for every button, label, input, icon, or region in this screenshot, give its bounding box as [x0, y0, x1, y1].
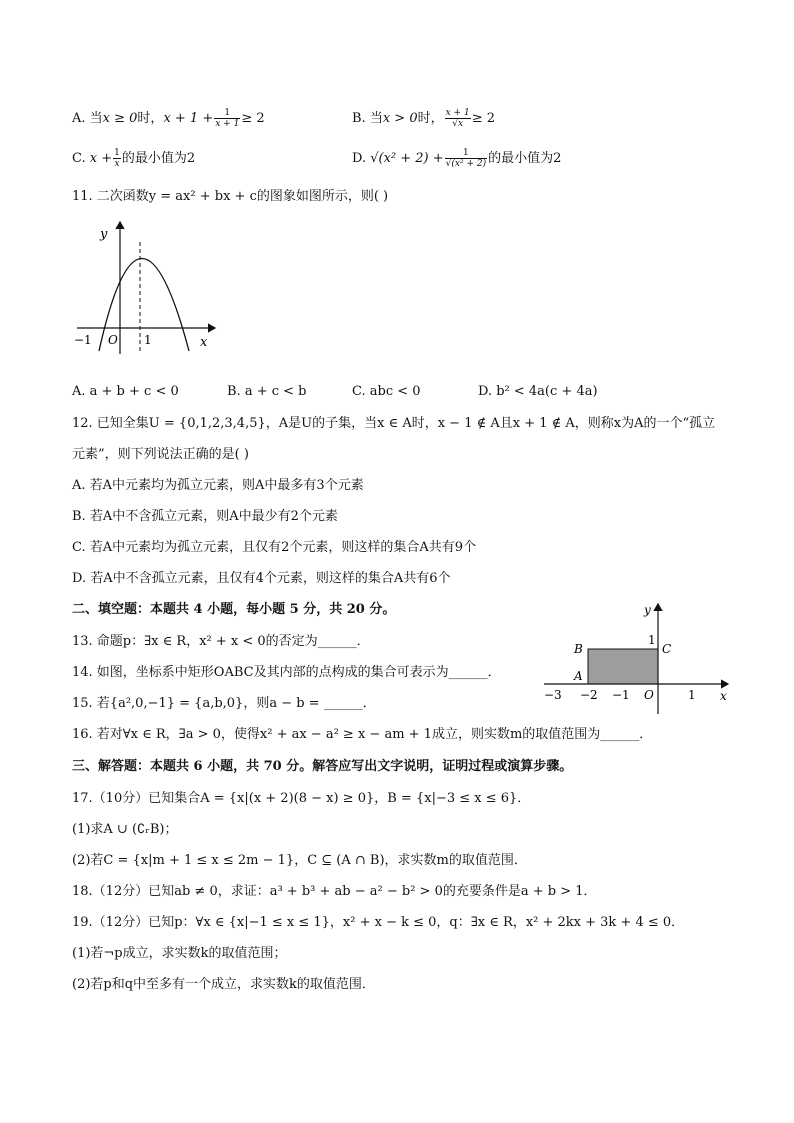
q10-option-a: A. 当x ≥ 0时，x + 1 + $\frac{1}{x + 1}$ ≥ 2: [72, 108, 265, 129]
tick-neg1: −1: [612, 688, 630, 702]
fraction: $\frac{1}{x}$: [114, 148, 120, 169]
q12-option-d: D. 若A中不含孤立元素，且仅有4个元素，则这样的集合A共有6个: [72, 571, 451, 586]
fraction: $\frac{x + 1}{√x}$: [445, 108, 470, 129]
q19-part1: (1)若¬p成立，求实数k的取值范围；: [72, 946, 287, 961]
q17-part2: (2)若C = {x|m + 1 ≤ x ≤ 2m − 1}，C ⊆ (A ∩ B)，求实数m的取值范围．: [72, 853, 527, 868]
q11-option-c: C. abc < 0: [352, 384, 421, 399]
q12-option-c: C. 若A中元素均为孤立元素，且仅有2个元素，则这样的集合A共有9个: [72, 540, 477, 555]
parabola-graph: [72, 216, 222, 356]
q11-option-b: B. a + c < b: [227, 384, 307, 399]
section3-heading: 三、解答题：本题共 6 小题，共 70 分。解答应写出文字说明，证明过程或演算步骤。: [72, 759, 573, 774]
rectangle-oabc: [588, 649, 658, 684]
origin-label: O: [108, 333, 118, 347]
q19-part2: (2)若p和q中至多有一个成立，求实数k的取值范围．: [72, 977, 375, 992]
point-b-label: B: [574, 642, 583, 656]
point-c-label: C: [662, 642, 672, 656]
y-label: y: [644, 603, 651, 617]
tick-1: 1: [688, 688, 696, 702]
q17-part1: (1)求A ∪ (∁ᵣB)；: [72, 822, 178, 837]
q10-option-b: B. 当x > 0时， $\frac{x + 1}{√x}$ ≥ 2: [352, 108, 495, 129]
q11-option-a: A. a + b + c < 0: [72, 384, 179, 399]
q14: 14. 如图，坐标系中矩形OABC及其内部的点构成的集合可表示为______．: [72, 665, 501, 680]
tick-neg2: −2: [580, 688, 598, 702]
q10-option-c: C. x + $\frac{1}{x}$ 的最小值为2: [72, 148, 196, 169]
q12-stem-line2: 元素”，则下列说法正确的是( ): [72, 447, 249, 462]
q19-stem: 19.（12分）已知p：∀x ∈ {x|−1 ≤ x ≤ 1}，x² + x − k ≤ 0，q：∃x ∈ R，x² + 2kx + 3k + 4 ≤ 0．: [72, 915, 685, 930]
origin-label: O: [644, 688, 654, 702]
q12-option-a: A. 若A中元素均为孤立元素，则A中最多有3个元素: [72, 478, 364, 493]
q13: 13. 命题p：∃x ∈ R，x² + x < 0的否定为______．: [72, 634, 370, 649]
fraction: $\frac{1}{x + 1}$: [215, 108, 240, 129]
x-label: x: [720, 689, 727, 703]
q18: 18.（12分）已知ab ≠ 0，求证：a³ + b³ + ab − a² − b² > 0的充要条件是a + b > 1．: [72, 884, 597, 899]
q12-stem-line1: 12. 已知全集U = {0,1,2,3,4,5}，A是U的子集，当x ∈ A时，x − 1 ∉ A且x + 1 ∉ A，则称x为A的一个“孤立: [72, 416, 716, 431]
y-tick-1: 1: [648, 633, 656, 647]
rectangle-graph: [540, 600, 734, 718]
q17-stem: 17.（10分）已知集合A = {x|(x + 2)(8 − x) ≥ 0}，B = {x|−3 ≤ x ≤ 6}．: [72, 791, 531, 806]
tick-1: 1: [144, 333, 152, 347]
tick-neg1: −1: [74, 333, 92, 347]
q10-option-d: D. √(x² + 2) + $\frac{1}{\text{√(x² + 2)}}$ 的最小值为2: [352, 148, 562, 169]
point-a-label: A: [574, 669, 583, 683]
y-label: y: [100, 227, 108, 242]
q15: 15. 若{a²,0,−1} = {a,b,0}，则a − b = ______．: [72, 696, 376, 711]
tick-neg3: −3: [544, 688, 562, 702]
q11-stem: 11. 二次函数y = ax² + bx + c的图象如图所示，则( ): [72, 189, 389, 204]
q16: 16. 若对∀x ∈ R，∃a > 0，使得x² + ax − a² ≥ x − am + 1成立，则实数m的取值范围为______．: [72, 727, 653, 742]
q12-option-b: B. 若A中不含孤立元素，则A中最少有2个元素: [72, 509, 338, 524]
fraction: $\frac{1}{\text{√(x² + 2)}}$: [445, 148, 487, 169]
x-label: x: [200, 335, 208, 350]
section2-heading: 二、填空题：本题共 4 小题，每小题 5 分，共 20 分。: [72, 602, 396, 617]
q11-option-d: D. b² < 4a(c + 4a): [478, 384, 598, 399]
